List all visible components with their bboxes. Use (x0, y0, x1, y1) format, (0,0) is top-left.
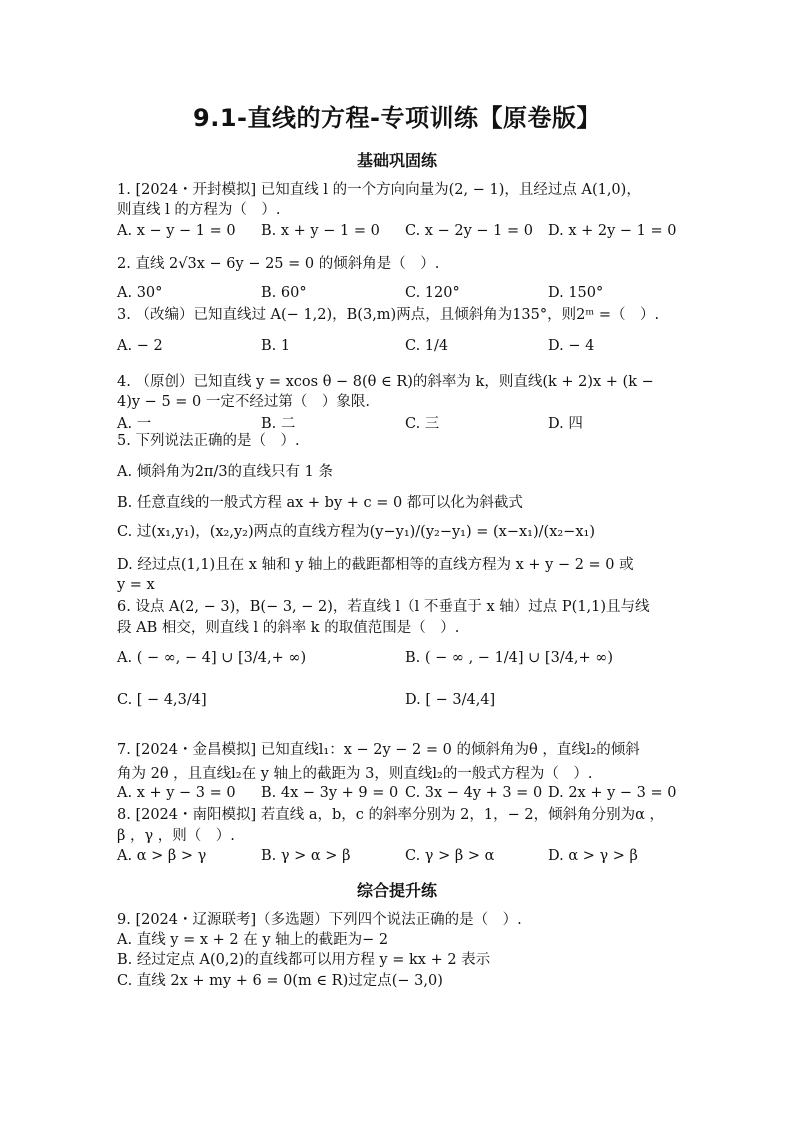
option-b: B. 4x − 3y + 9 = 0 (261, 785, 399, 801)
option-c: C. 1/4 (405, 338, 449, 354)
option-b: B. γ > α > β (261, 848, 351, 864)
option-c: C. 3x − 4y + 3 = 0 (405, 785, 543, 801)
option-b: B. ( − ∞ , − 1/4] ∪ [3/4,+ ∞) (405, 650, 614, 666)
question-9-line-1: 9. [2024・辽源联考]（多选题）下列四个说法正确的是（ ）. (117, 912, 522, 928)
question-4-line-2: 4)y − 5 = 0 一定不经过第（ ）象限. (117, 394, 370, 410)
option-c: C. x − 2y − 1 = 0 (405, 223, 533, 239)
question-1-line-2: 则直线 l 的方程为（ ）. (117, 202, 281, 218)
question-9-option-a: A. 直线 y = x + 2 在 y 轴上的截距为− 2 (117, 932, 389, 948)
option-d: D. α > γ > β (548, 848, 638, 864)
option-d: D. − 4 (548, 338, 595, 354)
question-5-option-d-line-2: y = x (117, 577, 155, 593)
question-6-line-1: 6. 设点 A(2, − 3)，B(− 3, − 2)，若直线 l（l 不垂直于 x 轴）过点 P(1,1)且与线 (117, 599, 650, 615)
question-6-line-2: 段 AB 相交，则直线 l 的斜率 k 的取值范围是（ ）. (117, 620, 460, 636)
option-a: A. 一 (117, 416, 152, 432)
option-a: A. 30° (117, 285, 163, 301)
option-c: C. γ > β > α (405, 848, 495, 864)
option-c: C. 三 (405, 416, 440, 432)
option-a: A. α > β > γ (117, 848, 207, 864)
question-8-options (117, 848, 717, 868)
option-b: B. 1 (261, 338, 291, 354)
option-d: D. [ − 3/4,4] (405, 692, 496, 708)
option-b: B. 60° (261, 285, 307, 301)
question-1-line-1: 1. [2024・开封模拟] 已知直线 l 的一个方向向量为(2, − 1)，且经过点 A(1,0)， (117, 182, 641, 198)
question-3-options (117, 338, 717, 358)
option-d: D. x + 2y − 1 = 0 (548, 223, 677, 239)
question-5-option-a: A. 倾斜角为2π/3的直线只有 1 条 (117, 464, 333, 480)
question-5-option-b: B. 任意直线的一般式方程 ax + by + c = 0 都可以化为斜截式 (117, 495, 523, 511)
option-b: B. x + y − 1 = 0 (261, 223, 380, 239)
question-7-line-2: 角为 2θ ，且直线l₂在 y 轴上的截距为 3，则直线l₂的一般式方程为（ ）. (117, 766, 593, 782)
section-heading-basic: 基础巩固练 (356, 151, 437, 170)
option-d: D. 2x + y − 3 = 0 (548, 785, 677, 801)
section-heading-advanced: 综合提升练 (356, 881, 437, 900)
question-8-line-2: β ，γ ，则（ ）. (117, 828, 235, 844)
option-d: D. 四 (548, 416, 583, 432)
question-5-option-c: C. 过(x₁,y₁)，(x₂,y₂)两点的直线方程为(y−y₁)/(y₂−y₁) = (x−x₁)/(x₂−x₁) (117, 524, 595, 540)
option-a: A. ( − ∞, − 4] ∪ [3/4,+ ∞) (117, 650, 307, 666)
question-6-options-row-1 (117, 650, 717, 670)
question-1-options (117, 223, 717, 243)
question-4-options (117, 412, 717, 432)
question-7-line-1: 7. [2024・金昌模拟] 已知直线l₁：x − 2y − 2 = 0 的倾斜角为θ ，直线l₂的倾斜 (117, 742, 640, 758)
question-2-line-1: 2. 直线 2√3x − 6y − 25 = 0 的倾斜角是（ ）. (117, 256, 440, 272)
question-5-line-1: 5. 下列说法正确的是（ ）. (117, 433, 300, 449)
question-2-options (117, 285, 717, 305)
option-a: A. x − y − 1 = 0 (117, 223, 236, 239)
question-7-options (117, 785, 717, 805)
question-4-line-1: 4. （原创）已知直线 y = xcos θ − 8(θ ∈ R)的斜率为 k，则直线(k + 2)x + (k − (117, 374, 654, 390)
option-d: D. 150° (548, 285, 604, 301)
option-c: C. 120° (405, 285, 460, 301)
option-a: A. − 2 (117, 338, 163, 354)
option-c: C. [ − 4,3/4] (117, 692, 207, 708)
question-9-option-b: B. 经过定点 A(0,2)的直线都可以用方程 y = kx + 2 表示 (117, 952, 491, 968)
option-b: B. 二 (261, 416, 296, 432)
option-a: A. x + y − 3 = 0 (117, 785, 236, 801)
question-9-option-c: C. 直线 2x + my + 6 = 0(m ∈ R)过定点(− 3,0) (117, 973, 443, 989)
question-5-option-d-line-1: D. 经过点(1,1)且在 x 轴和 y 轴上的截距都相等的直线方程为 x + y − 2 = 0 或 (117, 557, 634, 573)
question-6-options-row-2 (117, 692, 717, 712)
page-title: 9.1-直线的方程-专项训练【原卷版】 (193, 104, 601, 132)
question-8-line-1: 8. [2024・南阳模拟] 若直线 a，b，c 的斜率分别为 2，1，− 2，倾斜角分别为α ， (117, 807, 664, 823)
question-3-line-1: 3. （改编）已知直线过 A(− 1,2)，B(3,m)两点，且倾斜角为135°，则2ᵐ =（ ）. (117, 307, 660, 323)
